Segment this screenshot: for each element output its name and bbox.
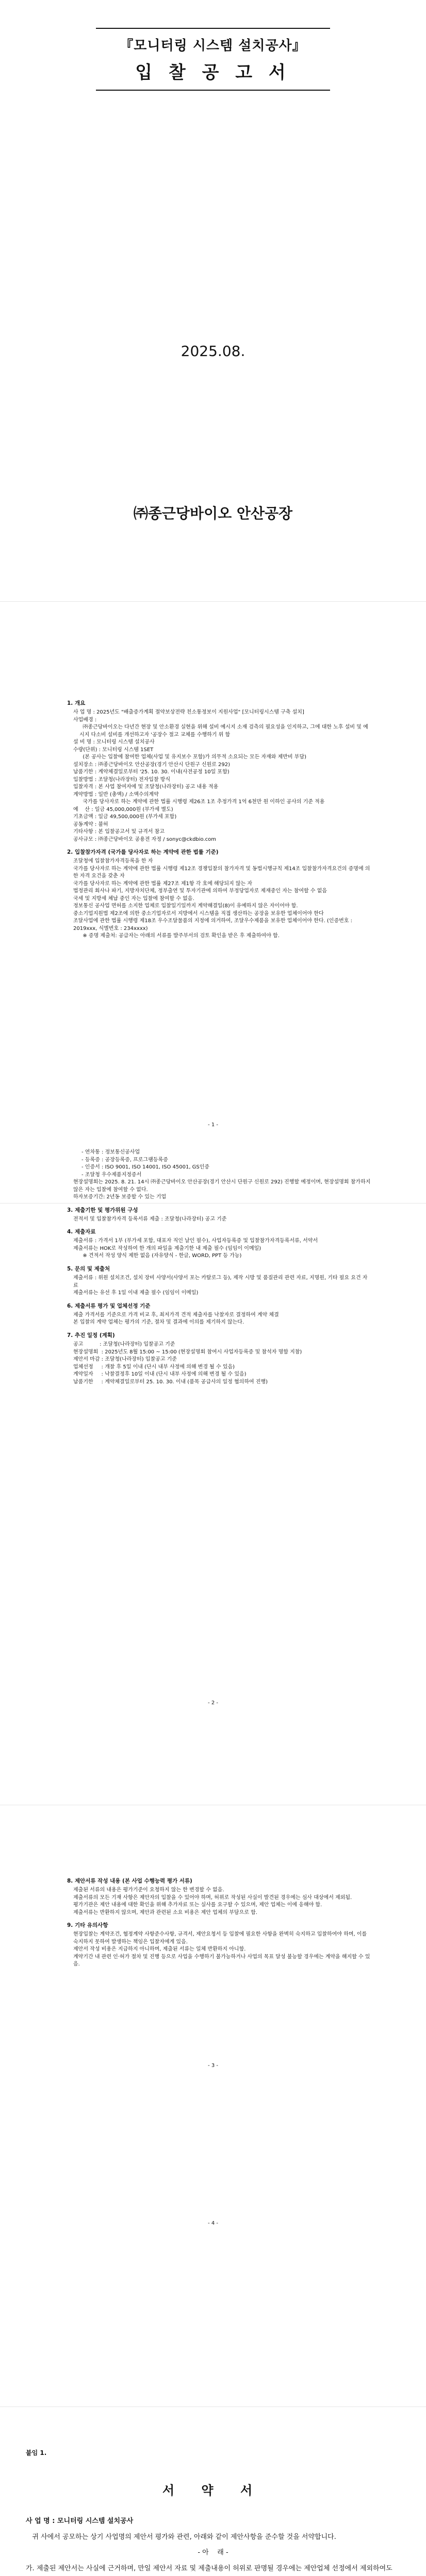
list-item: 입찰방법 : 조달청(나라장터) 전자입찰 방식 [73,776,171,783]
section-deadline-heading: 3. 제출기한 및 평가위원 구성 [67,1207,138,1213]
page-number: - 2 - [208,1700,218,1706]
notice-page-1 [0,602,426,1204]
list-item: 국가를 당사자로 하는 계약에 관한 법률 제27조 제1항 각 호에 해당되지 않는 자 [73,880,253,887]
section-evaluation-heading: 6. 제출서류 평가 및 업체선정 기준 [67,1302,151,1309]
list-item: 공사규모 : ㈜종근당바이오 공용전 자정 / sonyc@ckdbio.com [73,836,217,842]
list-item: 국가를 당사자로 하는 계약에 관한 법률 시행령 제12조 경쟁입찰의 참가자격 및 동법시행규칙 제14조 입찰참가자격요건의 증명에 의한 자격 요건을 갖춘 자 [73,866,370,879]
list-item: 납품기한 : 계약체결일로부터 25. 10. 30. 이내 (품목 공급사의 일정 협의하여 진행) [73,1379,268,1385]
list-item: - 연차통 : 정보통신공사업 [81,1149,140,1155]
list-item: 조달청에 입찰참가자격등록을 한 자 [73,858,153,865]
deadline-list [67,1216,371,1224]
page-number: - 1 - [208,1122,218,1128]
overview-list [67,709,371,843]
notice-content-3 [67,1872,371,1969]
list-item: ※ 증명 제출처: 공급자는 아래의 서류를 발주부서의 검토 확인을 받은 후 제출하여야 함. [79,933,280,939]
list-item: 제출 가격서를 기준으로 가격 비교 후, 최저가격 견적 제출자를 낙찰자로 결정하여 계약 체결 [73,1312,279,1318]
agreement-title: 서 약 서 [162,2483,264,2498]
list-item: 입찰자격 : 본 사업 참여자에 및 조달청(나라장터) 공고 내용 적용 [73,784,219,790]
page-number: - 3 - [208,2063,218,2069]
agreement-page [0,2407,426,2576]
list-item: 국세 및 지방세 체납 중인 자는 입찰에 참여할 수 없음. [73,895,194,902]
agreement-center: - 아 래 - [198,2549,228,2557]
proposal-list [67,1887,371,1917]
cover-company: ㈜종근당바이오 안산공장 [133,505,293,522]
notice-page-3 [0,1805,426,2407]
agreement-intro: 귀 사에서 공모하는 상기 사업명의 제안서 평가와 관련, 아래와 같이 제안사항을 준수할 것을 서약합니다. [26,2533,336,2541]
list-item: 제출된 서류의 내용은 평가기준이 요청하지 않는 한 변경할 수 없음. [73,1887,224,1893]
list-item: 제출서류 : 가격서 1부 (부가세 포함, 대표자 직인 날인 필수), 사업자등록증 및 입찰참가자격등록서류, 서약서 [73,1238,318,1244]
list-item: 본 입찰의 계약 업체는 평가의 기준, 절차 및 결과에 이의를 제기하지 않는다. [73,1319,244,1326]
list-item: 전적서 및 입찰참가자격 등록서류 제출 : 조달청(나라장터) 공고 기준 [73,1216,227,1222]
list-item: 제출서류는 유선 후 1일 이내 제출 필수 (임임이 이메일) [73,1290,199,1296]
list-item: 공동계약 : 불허 [73,821,108,827]
list-item: 납품기한 : 계약체결일로부터 '25. 10. 30. 이내(사전공정 10일 포함) [73,769,230,775]
section-schedule-heading: 7. 추진 일정 (계획) [67,1332,115,1338]
list-item: 계약일자 : 낙찰결정후 10일 이내 (단시 내부 사정에 의해 변경 될 수 있음) [73,1371,247,1378]
agreement-project: 사 업 명 : 모니터링 시스템 설치공사 [26,2517,134,2525]
agreement-item: 가. 제출된 제안서는 사실에 근거하며, 만일 제안서 자료 및 제출내용이 허위로 판명될 경우에는 제안업체 선정에서 제외하여도 [26,2565,392,2573]
list-item: 사업배경 : [73,717,97,723]
annex-label: 붙임 1. [26,2449,47,2456]
eligibility-list [67,858,371,940]
list-item: 계약기간 내 관련 인·허가 절차 및 진행 등으로 사업을 수행하기 불가능하거나 사업의 목표 달성 불능할 경우에는 계약을 해지할 수 있음. [73,1954,370,1968]
list-item: 국가를 당사자로 하는 계약에 관한 법률 시행령 제26조 1조 추정가격 1억 6천만 원 이하인 공사의 기준 적용 [79,799,325,805]
section-proposal-heading: 8. 제안서류 작성 내용 (본 사업 수행능력 평가 서류) [67,1878,192,1884]
cert-list [67,1149,371,1179]
list-item: 정보통신 공사업 면허를 소지한 업체로 입찰일기일까지 계약해결일(8)이 유예하지 않은 자이어야 함. [73,903,298,909]
cover-title: 입 찰 공 고 서 [135,62,291,83]
notes-list [67,1931,371,1969]
list-item: 설치장소 : ㈜종근당바이오 안산공장(경기 안산시 단원구 신원로 292) [73,761,231,768]
list-item: 하자보증기간: 2년동 보증할 수 있는 기업 [73,1194,167,1200]
list-item: 중소기업지원법 제2조에 의한 중소기업자로서 지방에서 시스템을 직접 생산하는 공장을 보유한 업체이어야 한다 [73,910,324,917]
list-item: 공고 : 조달청(나라장터) 입찰공고 기준 [73,1342,175,1348]
section-eligibility-heading: 2. 입찰참가자격 (국가를 당사자로 하는 계약에 관한 법률 기준) [67,849,219,856]
list-item: 제출서류는 HOK로 작성하여 한 개의 파일을 제출기한 내 제출 필수 (임임이 이메일) [73,1245,261,1251]
list-item: 법정관리 회사나 파기, 지방자치단체, 정부출연 및 투자기관에 의하여 부정당업자로 제재중인 자는 참여할 수 없음 [73,888,327,894]
list-item: 제출서류 : 위원 설치조건, 설치 장비 사양서(사양서 포는 카탈로그 등), 제작 시방 및 품질관리 관련 자료, 지명원, 기타 필요 요건 자료 [73,1275,368,1289]
list-item: 제안서 작성 비용은 지급하지 아니하며, 제출된 서류는 일체 반환하지 아니함. [73,1946,246,1953]
section-inquiry-heading: 5. 문의 및 제출처 [67,1265,110,1272]
extra-list [67,1179,371,1201]
list-item: 기타사항 : 본 입찰공고서 및 규격서 참고 [73,829,165,835]
list-item: 평가기관은 제안 내용에 대한 확인을 위해 추가자료 또는 실사를 요구할 수 있으며, 제안 업체는 이에 응해야 함. [73,1902,322,1908]
cover-title-box [96,28,330,91]
section-overview-heading: 1. 개요 [67,700,86,706]
list-item: 현장설명회 : 2025년도 8월 15:00 ~ 15:00 (현장설명회 참여시 사업자등록증 및 참석자 명함 지참) [73,1349,302,1355]
notice-content-2 [67,1149,371,1386]
cover-page [0,0,426,602]
list-item: 예 산 : 일금 45,000,000원 (부가세 별도) [73,806,173,812]
list-item: 업체선정 : 개찰 후 5일 이내 (단시 내부 사정에 의해 변경 될 수 있음) [73,1364,235,1370]
evaluation-list [67,1312,371,1327]
inquiry-list [67,1275,371,1297]
submission-list [67,1238,371,1260]
list-item: 현장입찰는 계약조건, 협정계약 사항준수사항, 규격서, 제안요청서 등 입찰에 필요한 사항을 완벽히 숙지하고 입찰하여야 하며, 이를 숙지하지 못하여 발생하는 책임은 입찰자에게 있음. [73,1931,369,1945]
cover-subtitle: 『모니터링 시스템 설치공사』 [120,38,306,54]
list-item: 제안서 마감 : 조달청(나라장터) 입찰공고 기준 [73,1357,177,1363]
list-item: 설 비 명 : 모니터링 시스템 설치공사 [73,739,155,745]
section-submission-heading: 4. 제출자료 [67,1229,96,1235]
list-item: ㈜종근당바이오는 다년간 현장 및 안소환경 실현을 위해 설비 예시지 소재 검측의 필요성을 인지하고, 그에 대한 노후 설비 및 예시지 다소비 설비를 개선하고자 '공장수 절고 교체를 수행하기 위 함 [79,724,368,738]
list-item: 제출서류의 모든 기재 사항은 제안자의 입찰을 수 있어야 하며, 허위로 작성된 사실이 발견된 경우에는 심사 대상에서 제외됨. [73,1894,352,1901]
list-item: - 조달청 우수제품지정증서 [81,1172,142,1178]
list-item: 수량(단위) : 모니터링 시스템 1SET [73,747,154,753]
list-item: 제출서류는 반환하지 않으며, 제안과 관련된 소요 비용은 제안 업체의 부담으로 함. [73,1909,257,1916]
list-item: 기초금액 : 일금 49,500,000원 (부가세 포함) [73,814,177,820]
list-item: 조달사업에 관한 법률 시행령 제18조 우수조달물품의 지정에 의거하여, 조달우수제품을 보유한 업체이어야 한다. (인증번호 : 2019xxx, 식별번호 : 234xxxx) [73,918,354,931]
agreement-body [26,2515,400,2576]
schedule-list [67,1341,371,1386]
list-item: 현장설명회는 2025. 8. 21. 14시 ㈜종근당바이오 안산공장(경기 안산시 단원구 신원로 292) 진행할 예정이며, 현장설명회 참가하지 않은 자는 입찰에 참여할 수 없다. [73,1179,372,1193]
page-number: - 4 - [208,2221,218,2226]
list-item: 계약방법 : 일반 (총액) / 소액수의계약 [73,791,159,798]
list-item: - 등록증 : 공장등록증, 프로그램등록증 [81,1157,168,1163]
notice-content-1 [67,694,371,940]
cover-date: 2025.08. [181,343,245,360]
list-item: ※ 견적서 작성 양식 제한 없음 (자유양식 - 한글, WORD, PPT 등 가능) [79,1253,242,1259]
list-item: - 인증서 : ISO 9001, ISO 14001, ISO 45001, GS인증 [81,1164,210,1170]
list-item: (본 공사는 입찰에 참여한 업체(사업 및 유지보수 포함)가 의무적 소요되는 모든 자재와 제반비 부담) [79,754,307,760]
list-item: 사 업 명 : 2025년도 "배출증가계획 절약보상전략 친소통정보이 지원사업" [모니터링시스템 구축 설치] [73,709,304,716]
section-notes-heading: 9. 기타 유의사항 [67,1922,108,1929]
